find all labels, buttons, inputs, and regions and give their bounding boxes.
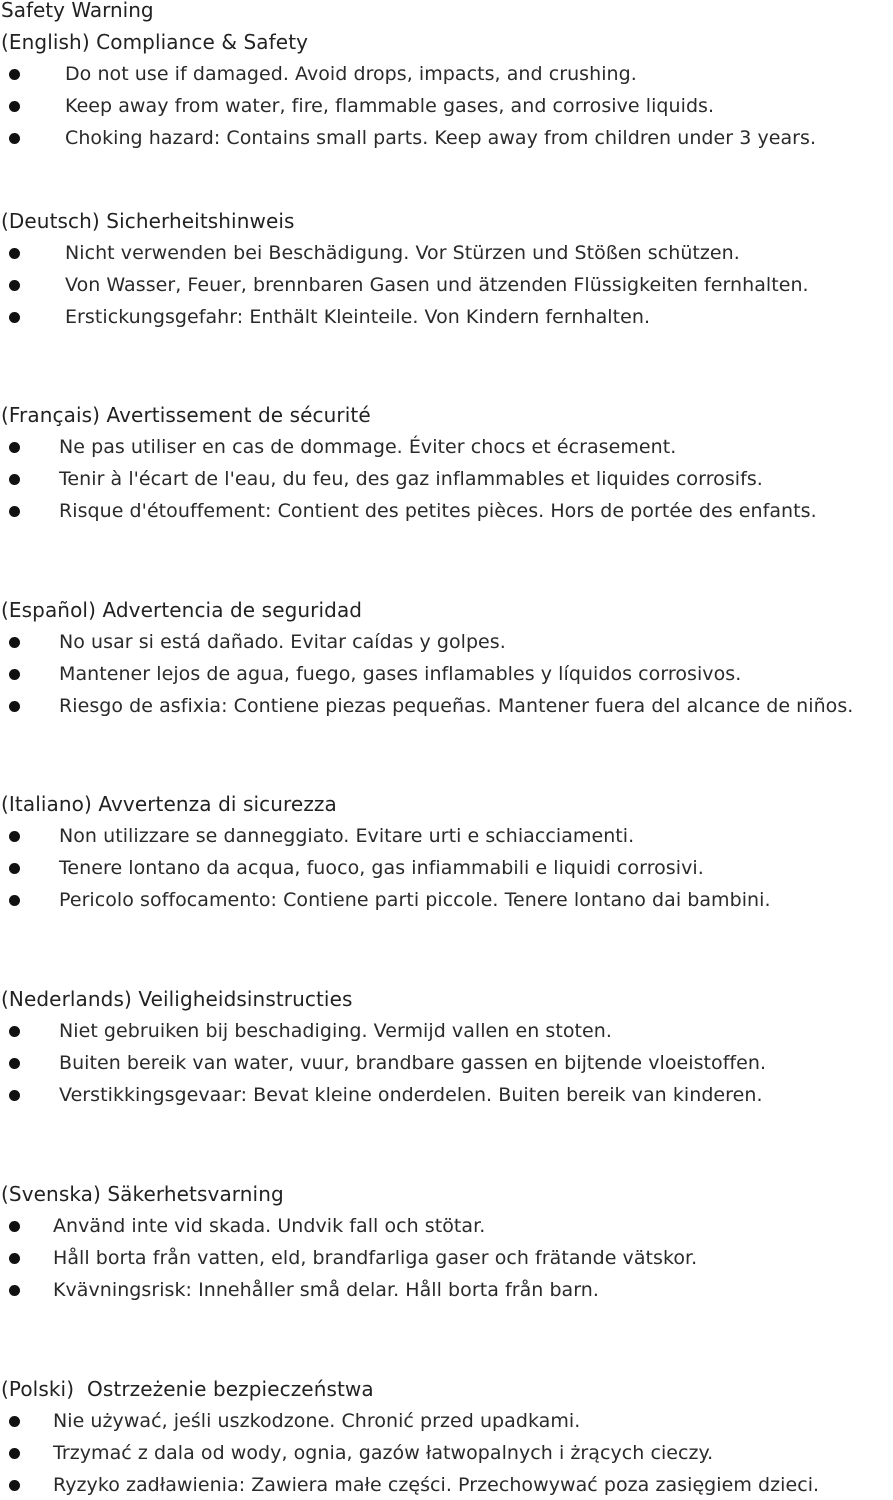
bullet-icon [9, 1253, 20, 1264]
list-item [0, 661, 893, 687]
list-item [0, 498, 893, 524]
list-item-text: Tenere lontano da acqua, fuoco, gas infiammabili e liquidi corrosivi. [59, 857, 704, 879]
bullet-icon [9, 831, 20, 842]
list-item-text: Mantener lejos de agua, fuego, gases inflamables y líquidos corrosivos. [59, 663, 742, 685]
list-item [0, 125, 893, 151]
bullet-icon [9, 1058, 20, 1069]
section-heading: (Deutsch) Sicherheitshinweis [1, 209, 295, 233]
list-item [0, 1408, 893, 1434]
list-item [0, 1213, 893, 1239]
list-item [0, 1277, 893, 1303]
list-item-text: Do not use if damaged. Avoid drops, impacts, and crushing. [65, 63, 637, 85]
list-item [0, 1018, 893, 1044]
bullet-icon [9, 1026, 20, 1037]
list-item-text: Kvävningsrisk: Innehåller små delar. Håll borta från barn. [53, 1279, 599, 1301]
section-heading: (Español) Advertencia de seguridad [1, 598, 363, 622]
list-item [0, 272, 893, 298]
section-heading: (Italiano) Avvertenza di sicurezza [1, 792, 337, 816]
bullet-icon [9, 1090, 20, 1101]
list-item [0, 855, 893, 881]
list-item [0, 1440, 893, 1466]
bullet-icon [9, 863, 20, 874]
section-heading: (Polski) Ostrzeżenie bezpieczeństwa [1, 1377, 374, 1401]
list-item-text: Erstickungsgefahr: Enthält Kleinteile. Von Kindern fernhalten. [65, 306, 651, 328]
list-item [0, 466, 893, 492]
list-item [0, 629, 893, 655]
list-item-text: Ne pas utiliser en cas de dommage. Éviter chocs et écrasement. [59, 436, 677, 458]
list-item-text: Använd inte vid skada. Undvik fall och stötar. [53, 1215, 486, 1237]
list-item-text: Niet gebruiken bij beschadiging. Vermijd vallen en stoten. [59, 1020, 612, 1042]
list-item [0, 93, 893, 119]
bullet-icon [9, 280, 20, 291]
list-item-text: No usar si está dañado. Evitar caídas y golpes. [59, 631, 506, 653]
list-item [0, 1245, 893, 1271]
list-item-text: Keep away from water, fire, flammable gases, and corrosive liquids. [65, 95, 715, 117]
list-item-text: Pericolo soffocamento: Contiene parti piccole. Tenere lontano dai bambini. [59, 889, 771, 911]
list-item [0, 887, 893, 913]
list-item-text: Non utilizzare se danneggiato. Evitare urti e schiacciamenti. [59, 825, 635, 847]
list-item [0, 304, 893, 330]
list-item-text: Choking hazard: Contains small parts. Keep away from children under 3 years. [65, 127, 817, 149]
bullet-icon [9, 312, 20, 323]
bullet-icon [9, 1480, 20, 1491]
list-item [0, 1082, 893, 1108]
list-item [0, 434, 893, 460]
bullet-icon [9, 1448, 20, 1459]
list-item-text: Nie używać, jeśli uszkodzone. Chronić przed upadkami. [53, 1410, 581, 1432]
bullet-icon [9, 701, 20, 712]
page-title: Safety Warning [1, 0, 154, 22]
bullet-icon [9, 669, 20, 680]
list-item [0, 693, 893, 719]
bullet-icon [9, 1285, 20, 1296]
list-item-text: Verstikkingsgevaar: Bevat kleine onderdelen. Buiten bereik van kinderen. [59, 1084, 763, 1106]
list-item [0, 823, 893, 849]
section-heading: (Svenska) Säkerhetsvarning [1, 1182, 284, 1206]
list-item-text: Trzymać z dala od wody, ognia, gazów łatwopalnych i żrących cieczy. [53, 1442, 714, 1464]
bullet-icon [9, 474, 20, 485]
bullet-icon [9, 637, 20, 648]
list-item-text: Von Wasser, Feuer, brennbaren Gasen und ätzenden Flüssigkeiten fernhalten. [65, 274, 809, 296]
list-item [0, 1050, 893, 1076]
list-item [0, 1472, 893, 1498]
bullet-icon [9, 506, 20, 517]
list-item-text: Risque d'étouffement: Contient des petites pièces. Hors de portée des enfants. [59, 500, 817, 522]
section-heading: (Français) Avertissement de sécurité [1, 403, 371, 427]
section-heading: (English) Compliance & Safety [1, 30, 309, 54]
bullet-icon [9, 133, 20, 144]
list-item-text: Tenir à l'écart de l'eau, du feu, des gaz inflammables et liquides corrosifs. [59, 468, 763, 490]
list-item-text: Nicht verwenden bei Beschädigung. Vor Stürzen und Stößen schützen. [65, 242, 740, 264]
section-heading: (Nederlands) Veiligheidsinstructies [1, 987, 353, 1011]
list-item-text: Riesgo de asfixia: Contiene piezas pequeñas. Mantener fuera del alcance de niños. [59, 695, 854, 717]
bullet-icon [9, 69, 20, 80]
list-item-text: Ryzyko zadławienia: Zawiera małe części. Przechowywać poza zasięgiem dzieci. [53, 1474, 820, 1496]
bullet-icon [9, 442, 20, 453]
bullet-icon [9, 1221, 20, 1232]
bullet-icon [9, 895, 20, 906]
list-item [0, 61, 893, 87]
list-item [0, 240, 893, 266]
bullet-icon [9, 101, 20, 112]
bullet-icon [9, 1416, 20, 1427]
list-item-text: Buiten bereik van water, vuur, brandbare gassen en bijtende vloeistoffen. [59, 1052, 767, 1074]
list-item-text: Håll borta från vatten, eld, brandfarliga gaser och frätande vätskor. [53, 1247, 698, 1269]
bullet-icon [9, 248, 20, 259]
